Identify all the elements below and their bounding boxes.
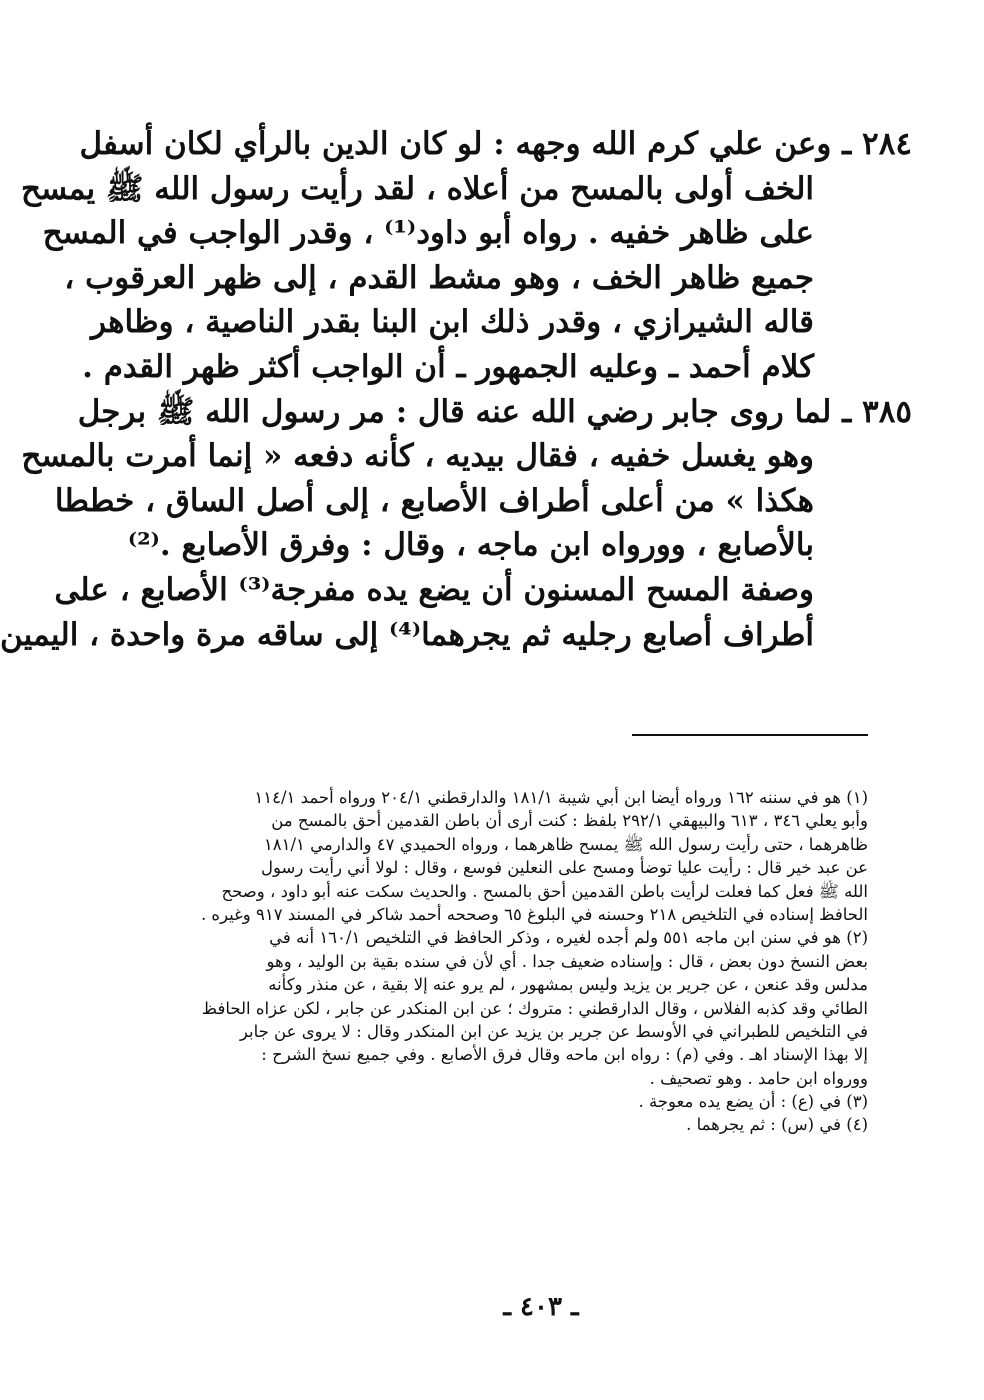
footnote-divider [632, 734, 868, 736]
footnote-line: الحافظ إسناده في التلخيص ٢١٨ وحسنه في البلوغ ٦٥ وصححه أحمد شاكر في المسند ٩١٧ وغيره . [200, 904, 868, 924]
footnote-line: مدلس وقد عنعن ، عن جرير بن يزيد وليس بمشهور ، لم يرو عنه إلا بقية ، عن منذر وكأنه [268, 975, 868, 995]
main-line: ٢٨٤ ـ وعن علي كرم الله وجهه : لو كان الدين بالرأي لكان أسفل [79, 126, 912, 162]
footnote-line: (٣) في (ع) : أن يضع يده معوجة . [638, 1092, 868, 1112]
main-line: جميع ظاهر الخف ، وهو مشط القدم ، إلى ظهر العرقوب ، [64, 259, 814, 296]
footnote-line: في التلخيص للطبراني في الأوسط عن جرير بن يزيد عن ابن المنكدر وقال : لا يروى عن جابر [239, 1021, 868, 1041]
footnote-line: (٤) في (س) : ثم يجرهما . [686, 1115, 868, 1135]
footnote-line: وأبو يعلي ٣٤٦ ، ٦١٣ والبيهقي ٢٩٢/١ بلفظ : كنت أرى أن باطن القدمين أحق بالمسح من [271, 811, 868, 831]
footnote-line: الله ﷺ فعل كما فعلت لرأيت باطن القدمين أحق بالمسح . والحديث سكت عنه أبو داود ، وصحح [221, 881, 868, 901]
main-line: بالأصابع ، وورواه ابن ماجه ، وقال : وفرق الأصابع .⁽²⁾ [127, 527, 814, 564]
footnote-line: (١) هو في سننه ١٦٢ ورواه أيضا ابن أبي شيبة ١٨١/١ والدارقطني ٢٠٤/١ ورواه أحمد ١١٤/١ [254, 788, 868, 807]
footnote-line: بعض النسخ دون بعض ، قال : وإسناده ضعيف جدا . أي لأن في سنده بقية بن الوليد ، وهو [266, 951, 868, 971]
footnote-line: وورواه ابن حامد . وهو تصحيف . [649, 1068, 868, 1088]
main-line: وصفة المسح المسنون أن يضع يده مفرجة⁽³⁾ الأصابع ، على [54, 571, 814, 608]
main-line: قاله الشيرازي ، وقدر ذلك ابن البنا بقدر الناصية ، وظاهر [91, 304, 814, 341]
main-line: الخف أولى بالمسح من أعلاه ، لقد رأيت رسول الله ﷺ يمسح [20, 170, 814, 207]
footnote-line: الطائي وقد كذبه الفلاس ، وقال الدارقطني : متروك ؛ عن ابن المنكدر عن جابر ، لكن عزاه الحافظ [201, 998, 868, 1018]
main-text [0, 122, 912, 657]
footnote-line: (٢) هو في سنن ابن ماجه ٥٥١ ولم أجده لغيره ، وذكر الحافظ في التلخيص ١٦٠/١ أنه في [269, 928, 868, 948]
main-line: هكذا » من أعلى أطراف الأصابع ، إلى أصل الساق ، خططا [54, 482, 814, 519]
main-line: وهو يغسل خفيه ، فقال بيديه ، كأنه دفعه « إنما أمرت بالمسح [21, 438, 814, 475]
main-line: أطراف أصابع رجليه ثم يجرهما⁽⁴⁾ إلى ساقه مرة واحدة ، اليمين [0, 616, 814, 653]
footnote-line: عن عبد خير قال : رأيت عليا توضأ ومسح على النعلين فوسع ، وقال : لولا أني رأيت رسول [261, 858, 868, 878]
footnote-line: ظاهرهما ، حتى رأيت رسول الله ﷺ يمسح ظاهرهما ، ورواه الحميدي ٤٧ والدارمي ١٨١/١ [263, 834, 868, 854]
main-line: ٣٨٥ ـ لما روى جابر رضي الله عنه قال : مر رسول الله ﷺ برجل [77, 393, 912, 430]
footnote-line: إلا بهذا الإسناد اهـ . وفي (م) : رواه ابن ماحه وقال فرق الأصابع . وفي جميع نسخ الشرح : [261, 1045, 868, 1065]
main-line: على ظاهر خفيه . رواه أبو داود⁽¹⁾ ، وقدر الواجب في المسح [42, 215, 814, 252]
footnotes [200, 786, 868, 1137]
main-line: كلام أحمد ـ وعليه الجمهور ـ أن الواجب أكثر ظهر القدم . [82, 348, 814, 385]
page-number: ـ ٤٠٣ ـ [503, 1292, 579, 1322]
